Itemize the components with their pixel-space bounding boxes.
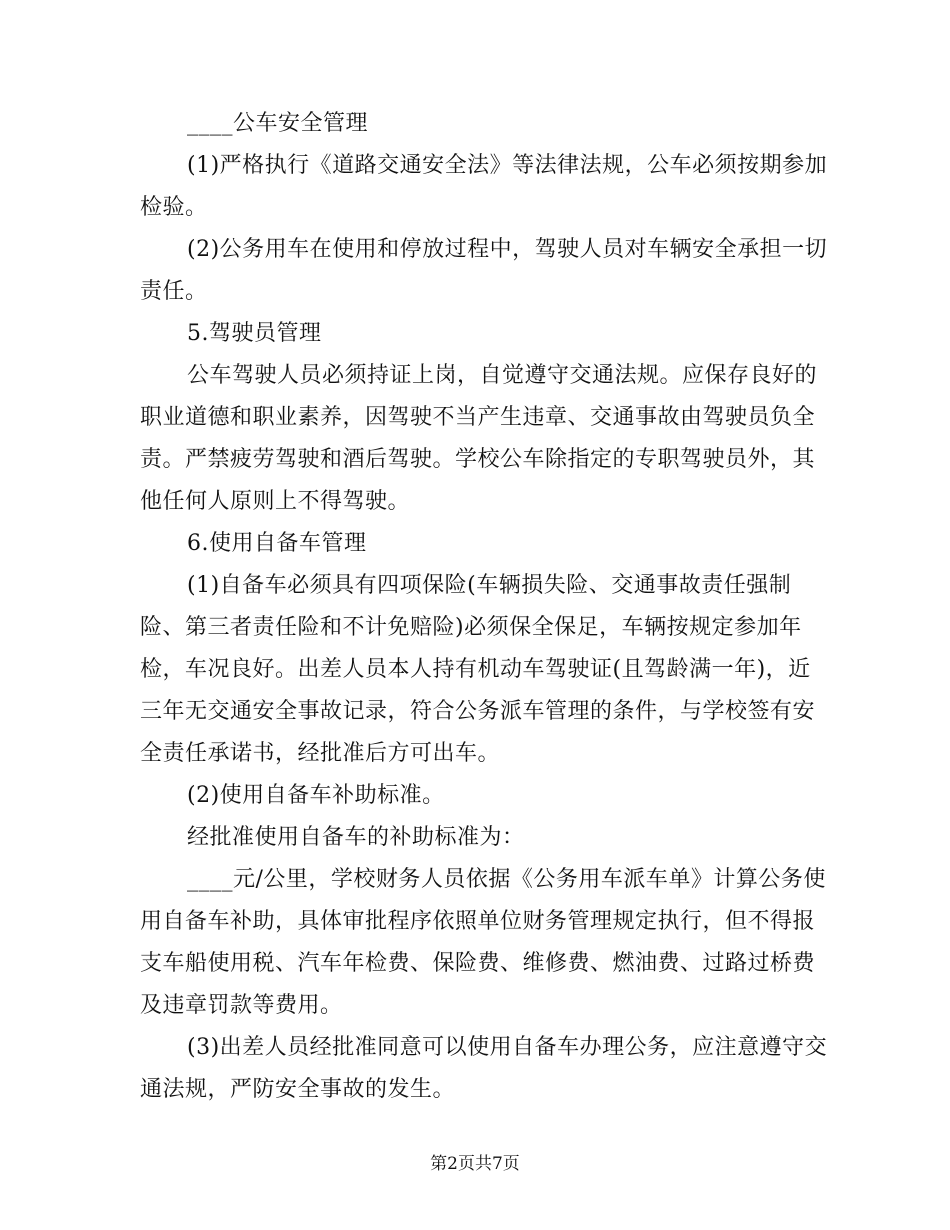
paragraph-line: 检，车况良好。出差人员本人持有机动车驾驶证(且驾龄满一年)，近 [140, 657, 811, 682]
paragraph-line: 全责任承诺书，经批准后方可出车。 [140, 741, 501, 766]
paragraph-line: 责任。 [140, 279, 208, 304]
paragraph-line: ____元/公里，学校财务人员依据《公务用车派车单》计算公务使 [187, 867, 826, 892]
section-heading: 5.驾驶员管理 [187, 321, 322, 346]
paragraph-line: (2)公务用车在使用和停放过程中，驾驶人员对车辆安全承担一切 [187, 237, 828, 262]
paragraph-line: 经批准使用自备车的补助标准为： [187, 825, 525, 850]
paragraph-line: ____公车安全管理 [187, 111, 369, 136]
paragraph-line: (1)自备车必须具有四项保险(车辆损失险、交通事故责任强制 [187, 573, 792, 598]
paragraph-line: (2)使用自备车补助标准。 [187, 783, 445, 808]
paragraph-line: 他任何人原则上不得驾驶。 [140, 489, 411, 514]
paragraph-line: 通法规，严防安全事故的发生。 [140, 1077, 456, 1102]
paragraph-line: 检验。 [140, 195, 208, 220]
paragraph-line: 支车船使用税、汽车年检费、保险费、维修费、燃油费、过路过桥费 [140, 951, 816, 976]
paragraph-line: (1)严格执行《道路交通安全法》等法律法规，公车必须按期参加 [187, 153, 828, 178]
page-number-footer: 第2页共7页 [430, 1154, 520, 1174]
paragraph-line: 责。严禁疲劳驾驶和酒后驾驶。学校公车除指定的专职驾驶员外，其 [140, 447, 816, 472]
paragraph-line: 用自备车补助，具体审批程序依照单位财务管理规定执行，但不得报 [140, 909, 816, 934]
section-heading: 6.使用自备车管理 [187, 531, 367, 556]
paragraph-line: (3)出差人员经批准同意可以使用自备车办理公务，应注意遵守交 [187, 1035, 828, 1060]
paragraph-line: 职业道德和职业素养，因驾驶不当产生违章、交通事故由驾驶员负全 [140, 405, 816, 430]
paragraph-line: 险、第三者责任险和不计免赔险)必须保全保足，车辆按规定参加年 [140, 615, 802, 640]
paragraph-line: 公车驾驶人员必须持证上岗，自觉遵守交通法规。应保存良好的 [187, 363, 818, 388]
paragraph-line: 及违章罚款等费用。 [140, 993, 343, 1018]
paragraph-line: 三年无交通安全事故记录，符合公务派车管理的条件，与学校签有安 [140, 699, 816, 724]
